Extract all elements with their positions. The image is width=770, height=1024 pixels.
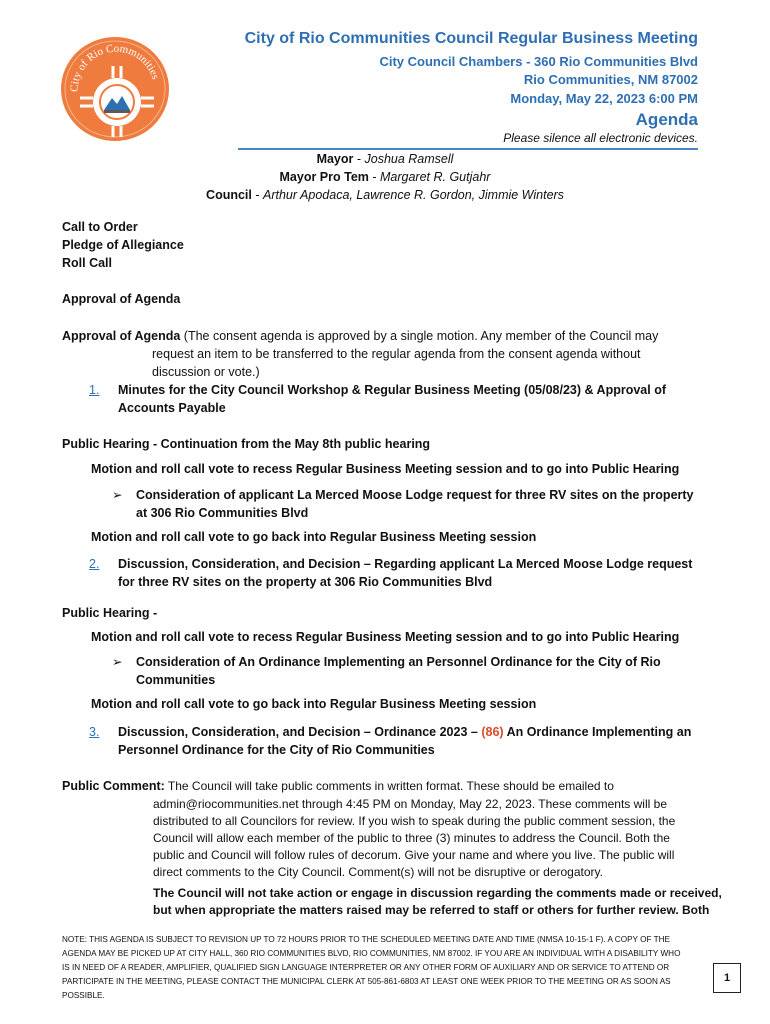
mayor-label: Mayor	[316, 152, 354, 166]
pro-tem-label: Mayor Pro Tem	[279, 170, 369, 184]
meeting-location: City Council Chambers - 360 Rio Communities Blvd	[379, 54, 698, 69]
item-2-line-1: Discussion, Consideration, and Decision – Regarding applicant La Merced Moose Lodge request	[118, 557, 693, 571]
call-to-order: Call to Order	[62, 220, 138, 234]
approval-of-agenda: Approval of Agenda	[62, 292, 181, 306]
consent-agenda-line-3: discussion or vote.)	[152, 365, 260, 379]
consent-agenda-line-1: Approval of Agenda (The consent agenda is approved by a single motion. Any member of the Council may	[62, 329, 659, 343]
item-1-number[interactable]: 1.	[89, 383, 100, 397]
footer-line-3: IS IN NEED OF A READER, AMPLIFIER, QUALIFIED SIGN LANGUAGE INTERPRETER OR ANY OTHER FORM OF AUXILIARY AND OR SERVICE TO ATTEND OR	[62, 963, 670, 972]
header-divider	[238, 148, 698, 150]
hearing-1-motion-recess: Motion and roll call vote to recess Regular Business Meeting session and to go into Public Hearing	[91, 462, 680, 476]
mayor-line: Mayor - Joshua Ramsell	[316, 152, 454, 166]
item-2-number[interactable]: 2.	[89, 557, 100, 571]
pledge-of-allegiance: Pledge of Allegiance	[62, 238, 184, 252]
footer-line-4: PARTICIPATE IN THE MEETING, PLEASE CONTACT THE MUNICIPAL CLERK AT 505-861-6803 AT LEAST ONE WEEK PRIOR TO THE MEETING OR AS SOON AS	[62, 977, 671, 986]
item-3-line-1: Discussion, Consideration, and Decision – Ordinance 2023 – (86) An Ordinance Implementing an	[118, 725, 692, 739]
public-comment-bold-2: but when appropriate the matters raised may be referred to staff or others for further review. Both	[153, 903, 710, 917]
item-1-line-1: Minutes for the City Council Workshop & Regular Business Meeting (05/08/23) & Approval of	[118, 383, 666, 397]
council-names: Arthur Apodaca, Lawrence R. Gordon, Jimmie Winters	[263, 188, 564, 202]
city-seal-logo	[60, 36, 170, 142]
mayor-name: Joshua Ramsell	[364, 152, 454, 166]
item-2-line-2: for three RV sites on the property at 306 Rio Communities Blvd	[118, 575, 493, 589]
hearing-1-bullet-arrow-icon: ➢	[112, 488, 123, 502]
item-1-line-2: Accounts Payable	[118, 401, 226, 415]
hearing-2-motion-recess: Motion and roll call vote to recess Regular Business Meeting session and to go into Public Hearing	[91, 630, 680, 644]
meeting-city: Rio Communities, NM 87002	[523, 72, 698, 87]
pro-tem-line: Mayor Pro Tem - Margaret R. Gutjahr	[279, 170, 491, 184]
public-comment-line-3: distributed to all Councilors for review. If you wish to speak during the public comment session, the	[153, 814, 676, 828]
hearing-2-bullet-line-1: Consideration of An Ordinance Implementing an Personnel Ordinance for the City of Rio	[136, 655, 661, 669]
footer-line-5: POSSIBLE.	[62, 991, 105, 1000]
public-comment-line-4: Council will allow each member of the public to three (3) minutes to address the Council. Both the	[153, 831, 670, 845]
roll-call: Roll Call	[62, 256, 113, 270]
public-comment-line-1: Public Comment: The Council will take public comments in written format. These should be emailed to	[62, 779, 614, 793]
hearing-1-title: Public Hearing - Continuation from the May 8th public hearing	[62, 437, 431, 451]
hearing-2-title: Public Hearing -	[62, 606, 158, 620]
public-comment-line-6: direct comments to the City Council. Comment(s) will not be disruptive or derogatory.	[153, 865, 603, 879]
consent-agenda-label: Approval of Agenda	[62, 329, 181, 343]
svg-text:City of Rio Communities: City of Rio Communities	[68, 42, 162, 93]
consent-agenda-line-2: request an item to be transferred to the regular agenda from the consent agenda without	[152, 347, 641, 361]
hearing-2-motion-back: Motion and roll call vote to go back into Regular Business Meeting session	[91, 697, 537, 711]
pro-tem-name: Margaret R. Gutjahr	[380, 170, 491, 184]
public-comment-bold-1: The Council will not take action or engage in discussion regarding the comments made or received,	[153, 886, 722, 900]
item-3-number[interactable]: 3.	[89, 725, 100, 739]
council-label: Council	[206, 188, 252, 202]
hearing-1-bullet-line-1: Consideration of applicant La Merced Moose Lodge request for three RV sites on the property	[136, 488, 694, 502]
hearing-1-motion-back: Motion and roll call vote to go back into Regular Business Meeting session	[91, 530, 537, 544]
ordinance-number: (86)	[481, 725, 504, 739]
public-comment-line-5: public and Council will follow rules of decorum. Give your name and where you live. The public will	[153, 848, 675, 862]
hearing-2-bullet-arrow-icon: ➢	[112, 655, 123, 669]
page-number: 1	[713, 963, 741, 993]
silence-notice: Please silence all electronic devices.	[503, 131, 698, 145]
public-comment-line-2: admin@riocommunities.net through 4:45 PM on Monday, May 22, 2023. These comments will be	[153, 797, 667, 811]
footer-line-2: AGENDA MAY BE PICKED UP AT CITY HALL, 360 RIO COMMUNITIES BLVD, RIO COMMUNITIES, NM 87002. IF YOU ARE AN INDIVIDUAL WITH A DISABILITY WHO	[62, 949, 681, 958]
meeting-title: City of Rio Communities Council Regular Business Meeting	[244, 30, 698, 47]
council-line: Council - Arthur Apodaca, Lawrence R. Gordon, Jimmie Winters	[206, 188, 564, 202]
public-comment-label: Public Comment:	[62, 779, 165, 793]
footer-notice	[62, 933, 710, 1003]
hearing-1-bullet-line-2: at 306 Rio Communities Blvd	[136, 506, 309, 520]
meeting-datetime: Monday, May 22, 2023 6:00 PM	[510, 91, 698, 106]
agenda-heading: Agenda	[635, 110, 698, 129]
footer-line-1: NOTE: THIS AGENDA IS SUBJECT TO REVISION UP TO 72 HOURS PRIOR TO THE SCHEDULED MEETING DATE AND TIME (NMSA 10-15-1 F). A COPY OF THE	[62, 935, 670, 944]
item-3-line-2: Personnel Ordinance for the City of Rio Communities	[118, 743, 435, 757]
hearing-2-bullet-line-2: Communities	[136, 673, 216, 687]
